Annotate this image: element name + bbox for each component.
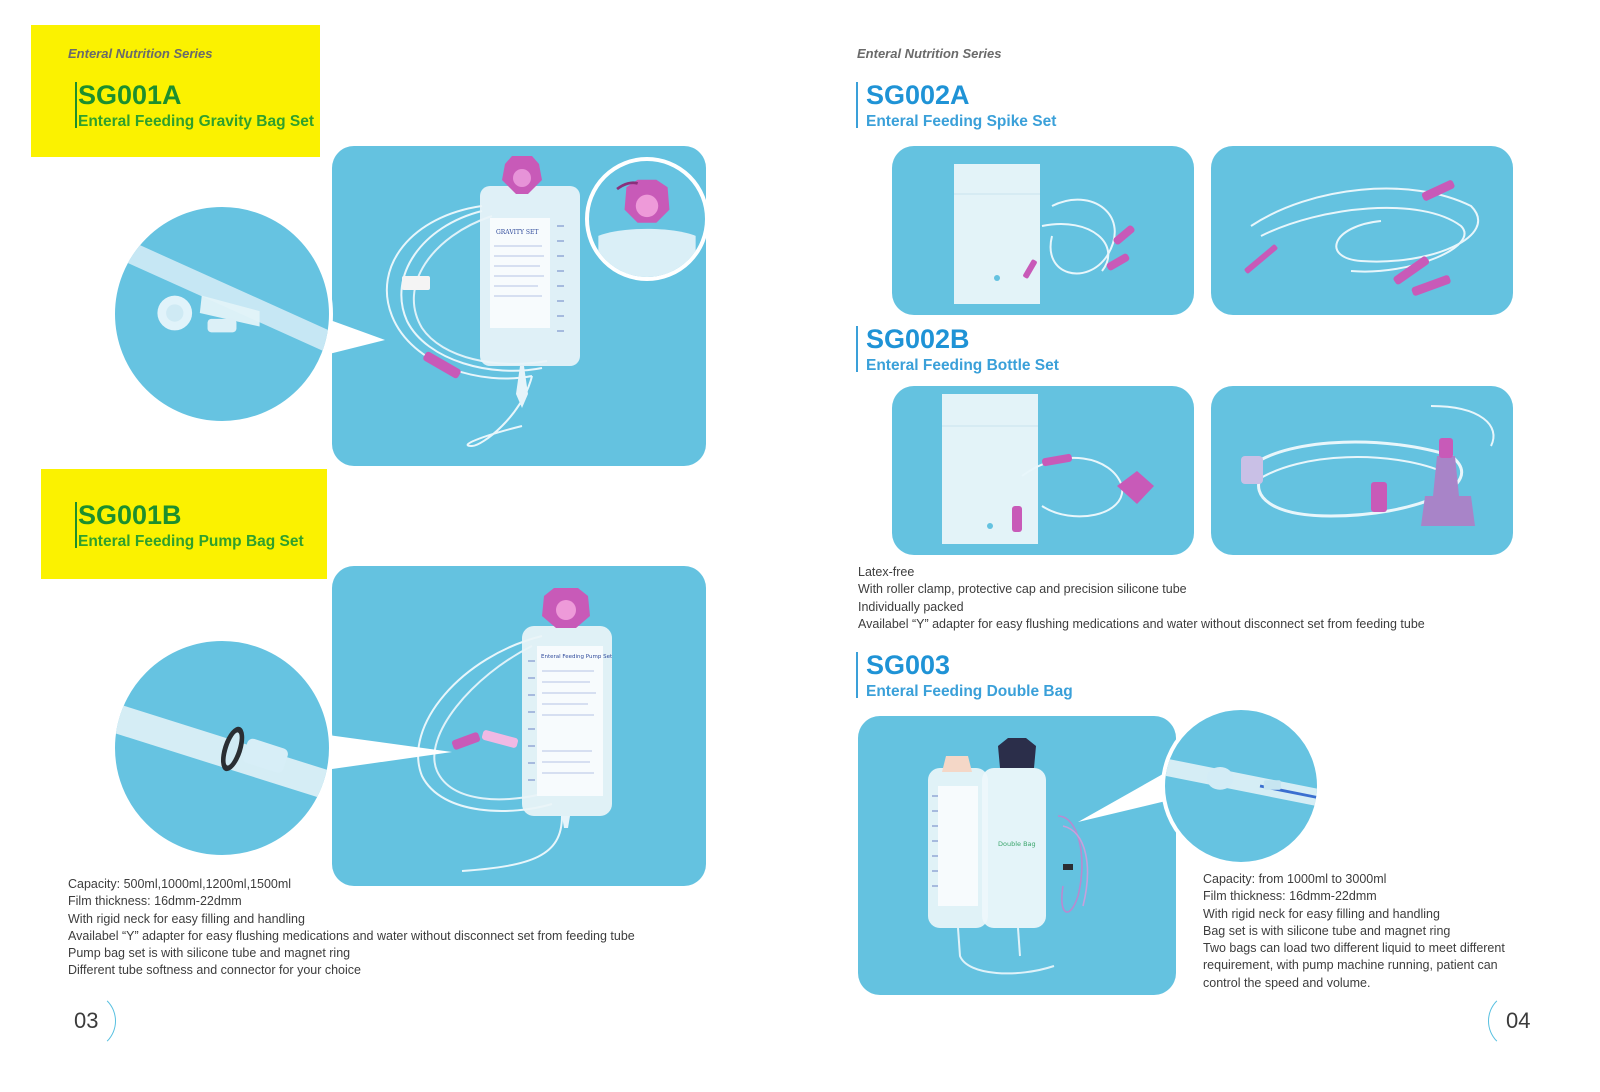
spec-item: With rigid neck for easy filling and handling: [68, 911, 305, 926]
spec-item: requirement, with pump machine running, patient can: [1203, 958, 1498, 973]
spec-item: Individually packed: [858, 599, 964, 614]
product-code-sg003: SG003: [866, 650, 951, 680]
bag-label-text: GRAVITY SET: [496, 229, 539, 236]
spec-item: Film thickness: 16dmm-22dmm: [68, 894, 242, 909]
product-code-sg002b: SG002B: [866, 324, 970, 354]
spec-item: Pump bag set is with silicone tube and magnet ring: [68, 946, 351, 961]
spec-item: Latex-free: [858, 565, 915, 579]
product-code-sg001b: SG001B: [78, 500, 182, 530]
spec-item: Availabel “Y” adapter for easy flushing medications and water without disconnect set from feeding tube: [68, 928, 635, 943]
spec-item: Availabel “Y” adapter for easy flushing medications and water without disconnect set from feeding tube: [858, 616, 1425, 631]
bag-label-text: Enteral Feeding Pump Set: [541, 654, 613, 660]
page-number: 04: [1506, 1008, 1531, 1033]
product-name-sg002a: Enteral Feeding Spike Set: [866, 113, 1057, 130]
spec-item: Capacity: from 1000ml to 3000ml: [1203, 872, 1387, 886]
detail-circle-connector: [1161, 706, 1321, 866]
product-name-sg003: Enteral Feeding Double Bag: [866, 683, 1073, 700]
spec-item: With rigid neck for easy filling and handling: [1203, 906, 1440, 921]
bag-label-text: Double Bag: [998, 840, 1036, 848]
product-photo-spike-set-detail: [1211, 146, 1513, 315]
spec-item: Two bags can load two different liquid to meet different: [1203, 941, 1505, 956]
series-label: Enteral Nutrition Series: [68, 46, 213, 61]
product-name-sg002b: Enteral Feeding Bottle Set: [866, 357, 1059, 374]
spec-item: Bag set is with silicone tube and magnet ring: [1203, 923, 1451, 938]
spec-item: Different tube softness and connector for your choice: [68, 963, 361, 978]
product-code-sg002a: SG002A: [866, 80, 970, 110]
product-name-sg001b: Enteral Feeding Pump Bag Set: [78, 533, 304, 550]
series-label: Enteral Nutrition Series: [857, 46, 1002, 61]
spec-list-sg003: [1203, 871, 1505, 992]
product-code-sg001a: SG001A: [78, 80, 182, 110]
page-number: 03: [74, 1008, 99, 1033]
spec-item: Capacity: 500ml,1000ml,1200ml,1500ml: [68, 877, 292, 891]
spec-item: control the speed and volume.: [1203, 975, 1371, 990]
spec-item: Film thickness: 16dmm-22dmm: [1203, 889, 1377, 904]
product-name-sg001a: Enteral Feeding Gravity Bag Set: [78, 113, 315, 130]
product-photo-bottle-set-detail: [1211, 386, 1513, 555]
spec-item: With roller clamp, protective cap and precision silicone tube: [858, 582, 1187, 597]
